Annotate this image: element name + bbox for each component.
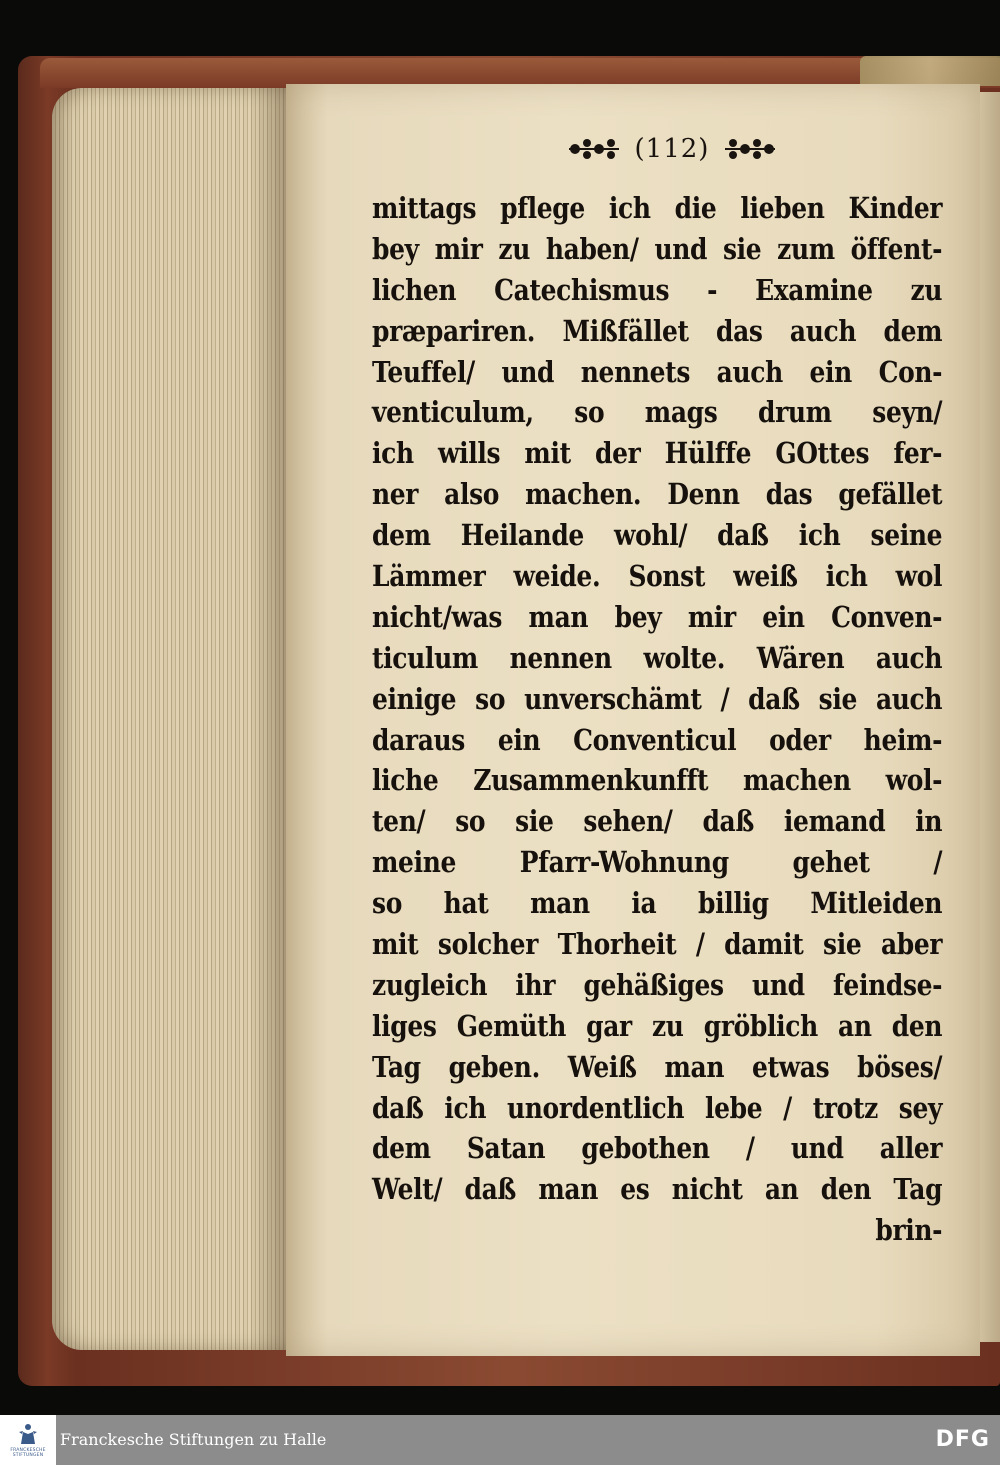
text-line: præpariren. Mißfället das auch dem [372, 313, 943, 348]
text-line: Teuffel/ und nennets auch ein Con- [372, 354, 943, 389]
text-line: ten/ so sie sehen/ daß iemand in [372, 804, 943, 839]
text-line: liche Zusammenkunfft machen wol- [372, 763, 943, 798]
institution-logo[interactable] [0, 1415, 56, 1465]
catchword: brin- [875, 1213, 943, 1248]
text-line: Lämmer weide. Sonst weiß ich wol [372, 559, 943, 594]
institution-name: Franckesche Stiftungen zu Halle [60, 1430, 327, 1449]
left-ornament-icon [565, 135, 625, 163]
dfg-logo[interactable]: DFG [935, 1427, 990, 1452]
text-line: venticulum, so mags drum seyn/ [372, 395, 943, 430]
cover-gilt-edge [860, 56, 1000, 86]
text-line: meine Pfarr-Wohnung gehet / [372, 845, 943, 880]
text-line: lichen Catechismus - Examine zu [372, 272, 943, 307]
text-line: so hat man ia billig Mitleiden [372, 886, 943, 921]
body-text [372, 188, 942, 1251]
text-line: bey mir zu haben/ und sie zum öffent- [372, 231, 943, 266]
page-number: (112) [634, 134, 710, 164]
text-line: zugleich ihr gehäßiges und feindse- [372, 967, 943, 1002]
text-line: dem Satan gebothen / und aller [372, 1131, 943, 1166]
text-line: daß ich unordentlich lebe / trotz sey [372, 1090, 943, 1125]
text-line: ner also machen. Denn das gefället [372, 477, 943, 512]
text-line: mit solcher Thorheit / damit sie aber [372, 927, 943, 962]
viewer-footer [0, 1415, 1000, 1465]
text-line: einige so unverschämt / daß sie auch [372, 681, 943, 716]
page-header [556, 128, 788, 170]
text-line: ticulum nennen wolte. Wären auch [372, 640, 943, 675]
orphanage-emblem-icon [17, 1422, 39, 1446]
logo-caption: FRANCKESCHE STIFTUNGEN [10, 1448, 46, 1458]
text-line: nicht/was man bey mir ein Conven- [372, 599, 943, 634]
text-line: ich wills mit der Hülffe GOttes fer- [372, 436, 943, 471]
text-line: Tag geben. Weiß man etwas böses/ [372, 1049, 943, 1084]
right-ornament-icon [719, 135, 779, 163]
text-line: liges Gemüth gar zu gröblich an den [372, 1008, 943, 1043]
text-line: Welt/ daß man es nicht an den Tag [372, 1172, 943, 1207]
text-line: mittags pflege ich die lieben Kinder [372, 191, 943, 225]
text-line: daraus ein Conventicul oder heim- [372, 722, 943, 757]
text-line: dem Heilande wohl/ daß ich seine [372, 518, 943, 553]
